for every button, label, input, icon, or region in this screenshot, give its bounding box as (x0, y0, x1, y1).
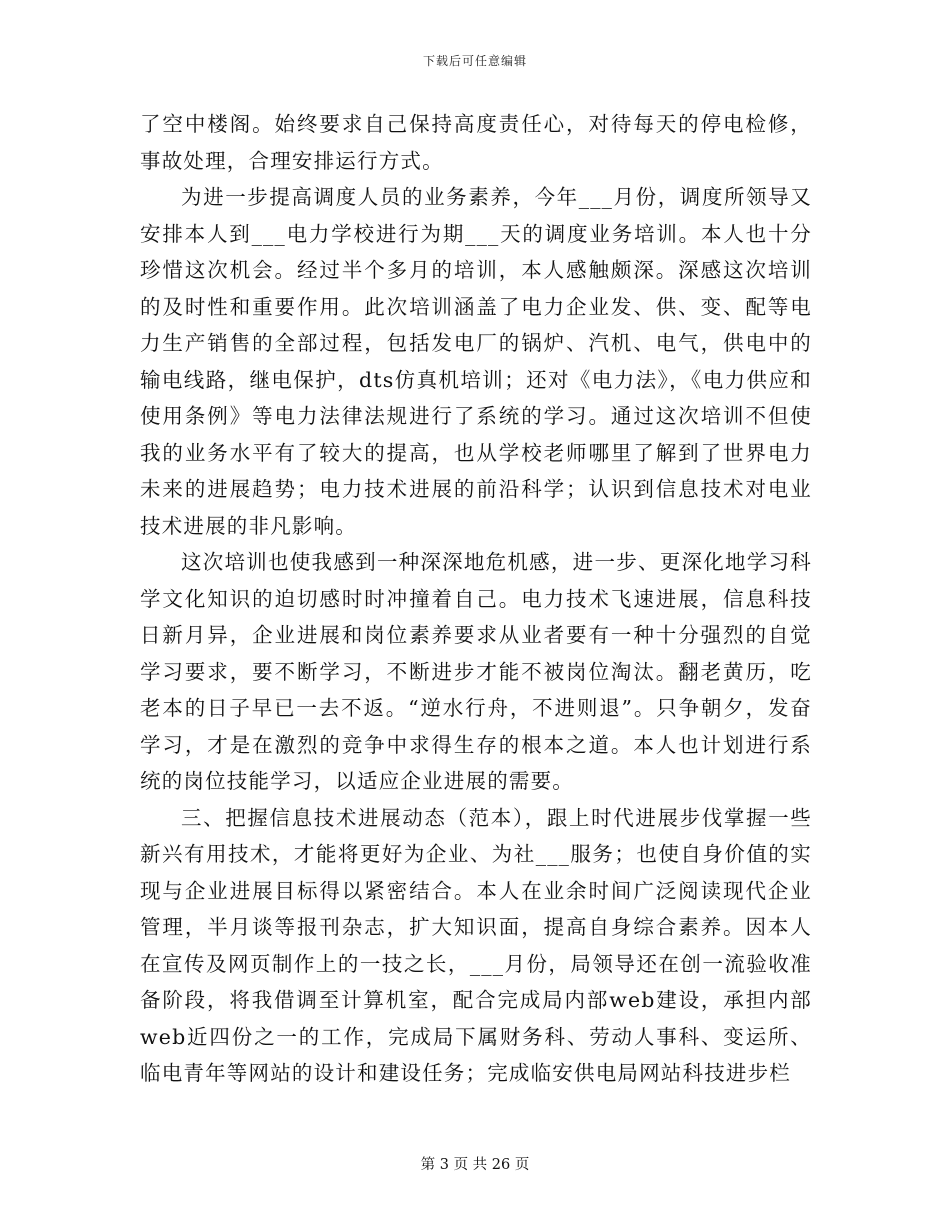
document-body (140, 106, 812, 1092)
paragraph-crisis-awareness: 这次培训也使我感到一种深深地危机感，进一步、更深化地学习科学文化知识的迫切感时时冲撞着自己。电力技术飞速进展，信息科技日新月异，企业进展和岗位素养要求从业者要有一种十分强烈的自觉学习要求，要不断学习，不断进步才能不被岗位淘汰。翻老黄历，吃老本的日子早已一去不返。“逆水行舟，不进则退”。只争朝夕，发奋学习，才是在激烈的竞争中求得生存的根本之道。本人也计划进行系统的岗位技能学习，以适应企业进展的需要。 (140, 550, 812, 793)
paragraph-information-technology: 三、把握信息技术进展动态（范本），跟上时代进展步伐掌握一些新兴有用技术，才能将更好为企业、为社___服务；也使自身价值的实现与企业进展目标得以紧密结合。本人在业余时间广泛阅读现代企业管理，半月谈等报刊杂志，扩大知识面，提高自身综合素养。因本人在宣传及网页制作上的一技之长，___月份，局领导还在创一流验收准备阶段，将我借调至计算机室，配合完成局内部web建设，承担内部web近四份之一的工作，完成局下属财务科、劳动人事科、变运所、临电青年等网站的设计和建设任务；完成临安供电局网站科技进步栏 (140, 805, 812, 1085)
paragraph-training: 为进一步提高调度人员的业务素养，今年___月份，调度所领导又安排本人到___电力学校进行为期___天的调度业务培训。本人也十分珍惜这次机会。经过半个多月的培训，本人感触颇深。深感这次培训的及时性和重要作用。此次培训涵盖了电力企业发、供、变、配等电力生产销售的全部过程，包括发电厂的锅炉、汽机、电气，供电中的输电线路，继电保护，dts仿真机培训；还对《电力法》，《电力供应和使用条例》等电力法律法规进行了系统的学习。通过这次培训不但使我的业务水平有了较大的提高，也从学校老师哪里了解到了世界电力未来的进展趋势；电力技术进展的前沿科学；认识到信息技术对电业技术进展的非凡影响。 (140, 185, 812, 538)
page-number: 第 3 页 共 26 页 (420, 1157, 530, 1173)
header-note: 下载后可任意编辑 (422, 54, 527, 68)
paragraph-continuation: 了空中楼阁。始终要求自己保持高度责任心，对待每天的停电检修，事故处理，合理安排运行方式。 (140, 112, 812, 173)
